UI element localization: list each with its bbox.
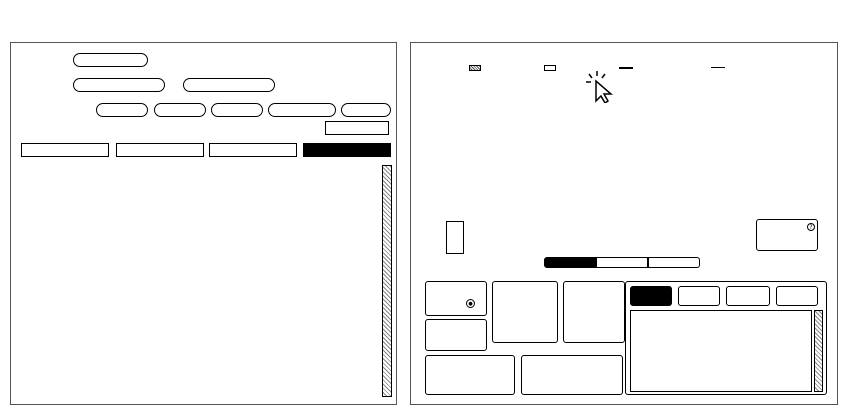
camera-work-panel	[10, 42, 397, 405]
action-tap[interactable]	[96, 103, 148, 117]
tab-total[interactable]	[648, 257, 700, 268]
legend-swatch-stock	[619, 67, 633, 69]
word-list-scrollbar[interactable]	[814, 310, 823, 392]
url-action-card	[563, 281, 625, 343]
action-jump[interactable]	[211, 103, 263, 117]
pointer-cursor-icon	[583, 69, 617, 103]
popup-thumbnail	[446, 221, 464, 254]
action-cv[interactable]	[341, 103, 391, 117]
tab-caption[interactable]	[209, 143, 297, 157]
action-stock[interactable]	[154, 103, 206, 117]
scrollbar[interactable]	[382, 165, 392, 397]
help-icon[interactable]: ?	[807, 223, 815, 231]
peak-card	[425, 319, 487, 351]
word-list	[630, 310, 812, 392]
tab-viewer-comments[interactable]	[116, 143, 204, 157]
display-button[interactable]	[325, 121, 389, 135]
action-inline-link[interactable]	[268, 103, 336, 117]
tab-camera-work[interactable]	[303, 143, 391, 157]
chart-legend	[469, 63, 819, 73]
tab-live[interactable]	[544, 257, 596, 268]
likes-card	[521, 355, 623, 395]
legend-swatch-archive	[544, 65, 556, 71]
filter-select[interactable]	[73, 53, 148, 67]
period-end-input[interactable]	[183, 78, 275, 92]
action-chart[interactable]	[411, 73, 837, 213]
legend-swatch-live	[469, 65, 481, 71]
elements-card	[625, 281, 827, 395]
detail-icon[interactable]: ●	[466, 299, 475, 308]
viewer-total-card	[425, 281, 487, 316]
comments-card	[425, 355, 515, 395]
action-analysis-panel	[410, 42, 838, 405]
element-tab-serifu[interactable]	[630, 286, 672, 306]
tab-serifu[interactable]	[21, 143, 109, 157]
analysis-rows	[11, 165, 381, 405]
period-start-input[interactable]	[73, 78, 165, 92]
stock-action-card	[492, 281, 558, 343]
intro-items-card	[756, 219, 818, 251]
element-tab-camera-work[interactable]	[776, 286, 818, 306]
element-tab-viewer-comments[interactable]	[678, 286, 720, 306]
legend-swatch-url	[711, 67, 725, 68]
element-tab-caption[interactable]	[726, 286, 770, 306]
tab-archive[interactable]	[596, 257, 648, 268]
